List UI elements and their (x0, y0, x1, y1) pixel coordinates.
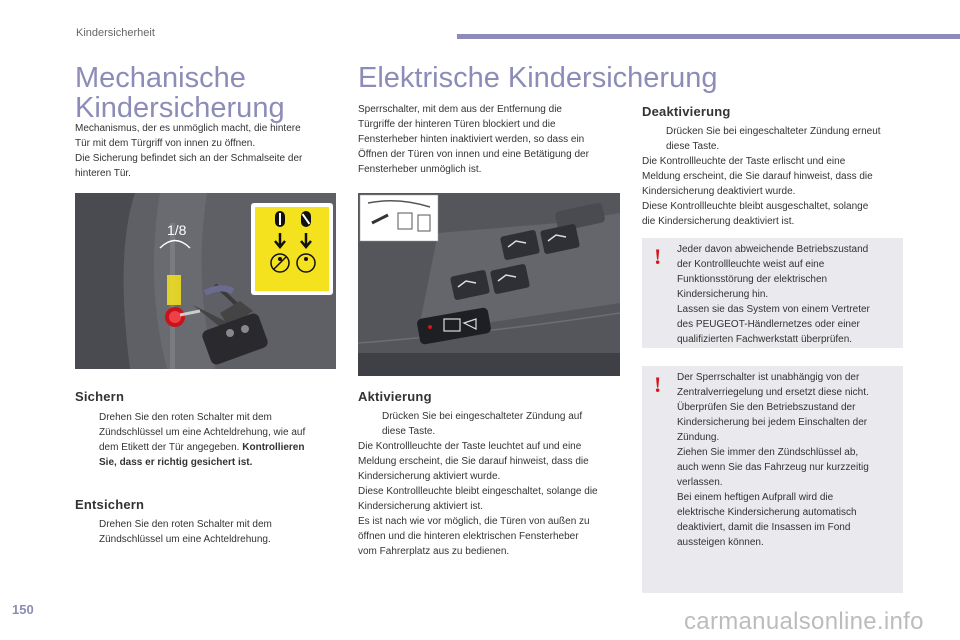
elec-intro-line3: Fensterheber hinten inaktiviert werden, so dass ein (358, 134, 585, 145)
mechanical-title-line2: Kindersicherung (75, 92, 285, 124)
deactivate-bullet-text (666, 124, 881, 154)
deactivate-l3: Kindersicherung deaktiviert wurde. (642, 186, 796, 197)
deactivate-instructions (642, 124, 912, 229)
mech-intro-line4: hinteren Tür. (75, 168, 131, 179)
page-number: 150 (12, 602, 34, 617)
lock-line3-plain: dem Etikett der Tür angegeben. (99, 442, 243, 453)
unlock-line1: Drehen Sie den roten Schalter mit dem (99, 519, 272, 530)
w2-l12: aussteigen können. (677, 537, 764, 548)
activate-l5: Kindersicherung aktiviert ist. (358, 501, 484, 512)
activate-bullet (358, 409, 628, 439)
mech-intro-line2: Tür mit dem Türgriff von innen zu öffnen. (75, 138, 256, 149)
elec-intro-line4: Öffnen der Türen von innen und eine Betätigung der (358, 149, 589, 160)
activate-l7: öffnen und die hinteren elektrischen Fensterheber (358, 531, 579, 542)
w2-l4: Kindersicherung bei jedem Einschalten der (677, 417, 868, 428)
bullet-icon (358, 409, 382, 439)
lock-heading: Sichern (75, 389, 125, 404)
w2-l7: auch wenn Sie das Fahrzeug nur kurzzeitig (677, 462, 869, 473)
w1-l7: qualifizierten Fachwerkstatt überprüfen. (677, 334, 853, 345)
deactivate-l5: die Kindersicherung deaktiviert ist. (642, 216, 795, 227)
mechanical-intro (75, 121, 335, 181)
electric-title: Elektrische Kindersicherung (358, 62, 718, 94)
fraction-label: 1/8 (167, 222, 187, 238)
elec-intro-line5: Fensterheber unmöglich ist. (358, 164, 482, 175)
warning-2-text (677, 370, 899, 550)
w1-l1: Jeder davon abweichende Betriebszustand (677, 244, 869, 255)
lock-line3 (99, 440, 305, 455)
w2-l2: Zentralverriegelung und ersetzt diese nicht. (677, 387, 869, 398)
activate-heading: Aktivierung (358, 389, 432, 404)
lock-line1: Drehen Sie den roten Schalter mit dem (99, 412, 272, 423)
w2-l10: elektrische Kindersicherung automatisch (677, 507, 857, 518)
header-accent-bar (457, 34, 960, 39)
elec-intro-line2: Türgriffe der hinteren Türen blockiert und die (358, 119, 556, 130)
deactivate-l2: Meldung erscheint, die Sie darauf hinweist, dass die (642, 171, 873, 182)
bullet-icon (642, 124, 666, 154)
watermark: carmanualsonline.info (684, 608, 924, 635)
w2-l5: Zündung. (677, 432, 720, 443)
w1-l2: der Kontrollleuchte weist auf eine (677, 259, 825, 270)
w2-l1: Der Sperrschalter ist unabhängig von der (677, 372, 860, 383)
w1-l5: Lassen sie das System von einem Vertreter (677, 304, 870, 315)
deactivate-heading: Deaktivierung (642, 104, 731, 119)
warning-icon: ! (654, 244, 662, 269)
activate-body (358, 439, 628, 559)
door-lock-illustration (75, 193, 336, 369)
w1-l3: Funktionsstörung der elektrischen (677, 274, 828, 285)
activate-l1: Die Kontrollleuchte der Taste leuchtet auf und eine (358, 441, 582, 452)
deactivate-body (642, 154, 912, 229)
mechanical-title-line1: Mechanische (75, 62, 246, 94)
unlock-bullet-text (99, 517, 272, 547)
deactivate-l1: Die Kontrollleuchte der Taste erlischt und eine (642, 156, 846, 167)
w1-l6: des PEUGEOT-Händlernetzes oder einer (677, 319, 860, 330)
unlock-instructions (75, 517, 340, 547)
section-header: Kindersicherheit (76, 27, 155, 39)
activate-l6: Es ist nach wie vor möglich, die Türen von außen zu (358, 516, 590, 527)
w2-l3: Überprüfen Sie den Betriebszustand der (677, 402, 856, 413)
warning-icon: ! (654, 372, 662, 397)
unlock-heading: Entsichern (75, 497, 145, 512)
deactivate-l4: Diese Kontrollleuchte bleibt ausgeschaltet, solange (642, 201, 869, 212)
lock-line4 (99, 455, 305, 470)
unlock-bullet (75, 517, 340, 547)
window-switch-figure (358, 193, 620, 376)
lock-line3-bold: Kontrollieren (242, 442, 305, 453)
activate-l8: vom Fahrerplatz aus zu bedienen. (358, 546, 510, 557)
warning-box-2 (642, 366, 903, 593)
activate-bullet-line1: Drücken Sie bei eingeschalteter Zündung auf (382, 411, 583, 422)
w2-l8: verlassen. (677, 477, 723, 488)
bullet-icon (75, 410, 99, 470)
lock-line4-bold: Sie, dass er richtig gesichert ist. (99, 457, 253, 468)
deactivate-bullet (642, 124, 912, 154)
lock-line2: Zündschlüssel um eine Achteldrehung, wie auf (99, 427, 306, 438)
mech-intro-line1: Mechanismus, der es unmöglich macht, die hintere (75, 123, 301, 134)
lock-bullet-text (99, 410, 305, 470)
elec-intro-line1: Sperrschalter, mit dem aus der Entfernung die (358, 104, 562, 115)
lock-bullet (75, 410, 340, 470)
w2-l9: Bei einem heftigen Aufprall wird die (677, 492, 834, 503)
activate-bullet-line2: diese Taste. (382, 426, 436, 437)
w2-l6: Ziehen Sie immer den Zündschlüssel ab, (677, 447, 859, 458)
w2-l11: deaktiviert, damit die Insassen im Fond (677, 522, 851, 533)
warning-1-text (677, 242, 899, 347)
deactivate-bullet-line1: Drücken Sie bei eingeschalteter Zündung erneut (666, 126, 881, 137)
mechanical-title (75, 64, 355, 123)
deactivate-bullet-line2: diese Taste. (666, 141, 720, 152)
electric-intro (358, 102, 623, 177)
activate-l3: Kindersicherung aktiviert wurde. (358, 471, 501, 482)
activate-l4: Diese Kontrollleuchte bleibt eingeschaltet, solange die (358, 486, 598, 497)
window-switch-panel (358, 193, 620, 376)
activate-bullet-text (382, 409, 582, 439)
w1-l4: Kindersicherung hin. (677, 289, 769, 300)
bullet-icon (75, 517, 99, 547)
door-lock-figure (75, 193, 336, 369)
warning-box-1 (642, 238, 903, 348)
activate-l2: Meldung erscheint, die Sie darauf hinweist, dass die (358, 456, 589, 467)
mech-intro-line3: Die Sicherung befindet sich an der Schmalseite der (75, 153, 303, 164)
activate-instructions (358, 409, 628, 559)
lock-instructions (75, 410, 340, 470)
unlock-line2: Zündschlüssel um eine Achteldrehung. (99, 534, 271, 545)
